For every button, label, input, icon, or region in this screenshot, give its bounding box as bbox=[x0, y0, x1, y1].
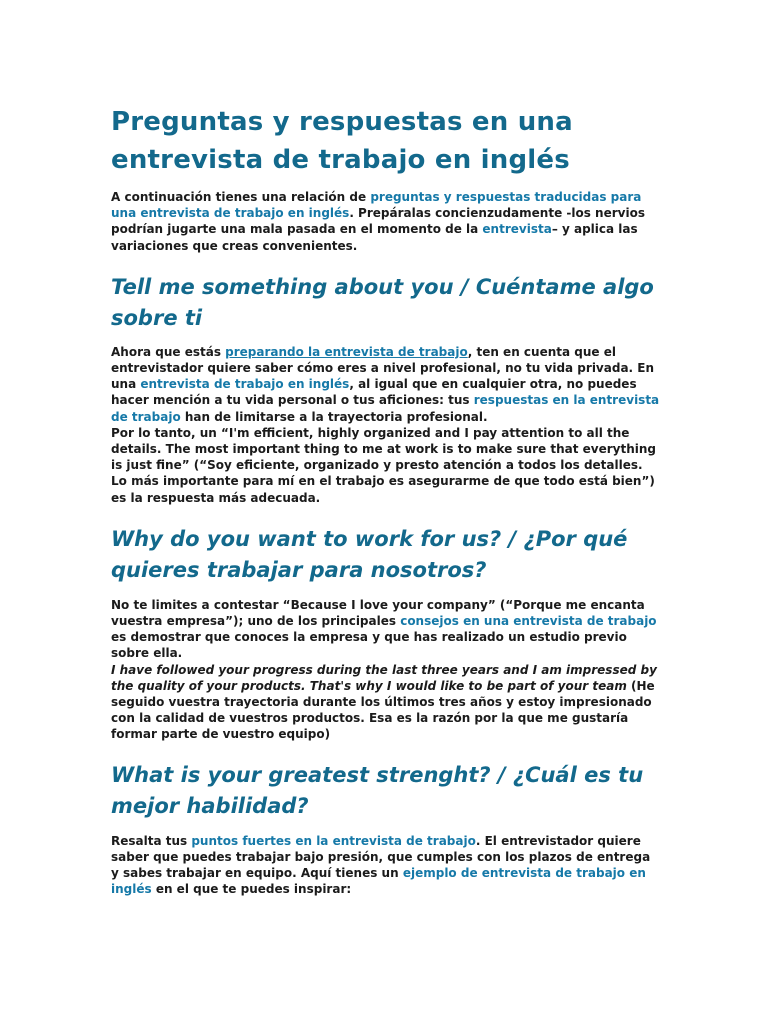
section3-text-1: Resalta tus bbox=[111, 833, 192, 848]
article bbox=[111, 103, 661, 897]
link-entrevista[interactable]: entrevista bbox=[482, 222, 552, 237]
section-heading-tell-me: Tell me something about you / Cuéntame algo sobre ti bbox=[111, 274, 654, 330]
section2-paragraph-2 bbox=[111, 662, 661, 743]
section3-text-3: en el que te puedes inspirar: bbox=[151, 882, 352, 897]
section1-paragraph-2: Por lo tanto, un “I'm efficient, highly organized and I pay attention to all the details. The most important thing to me at work is to make sure that everything is just fine” (“Soy eficiente, organizado y presto atención a todos los detalles. Lo más importante para mí en el trabajo es asegurarme de que todo está bien”) es la respuesta más adecuada. bbox=[111, 425, 657, 505]
section2-text-2: es demostrar que conoces la empresa y que has realizado un estudio previo sobre ella. bbox=[111, 630, 627, 661]
intro-paragraph bbox=[111, 189, 661, 254]
intro-text-2: . Prepáralas concienzudamente -los nervios podrían jugarte una mala pasada en el momento de la bbox=[111, 206, 645, 237]
section2-paragraph-1 bbox=[111, 597, 661, 662]
link-preparando-entrevista[interactable]: preparando la entrevista de trabajo bbox=[225, 344, 468, 359]
section1-text-1: Ahora que estás bbox=[111, 344, 226, 359]
section-heading-greatest-strength: What is your greatest strenght? / ¿Cuál es tu mejor habilidad? bbox=[111, 762, 644, 818]
section1-text-3: , al igual que en cualquier otra, no puedes hacer mención a tu vida personal o tus aficiones: tus bbox=[111, 377, 637, 408]
link-entrevista-ingles[interactable]: entrevista de trabajo en inglés bbox=[140, 377, 350, 392]
link-consejos-entrevista[interactable]: consejos en una entrevista de trabajo bbox=[400, 614, 657, 629]
section3-paragraph-1 bbox=[111, 833, 661, 898]
intro-text-1: A continuación tienes una relación de bbox=[111, 190, 371, 204]
section2-text-1: No te limites a contestar “Because I love your company” (“Porque me encanta vuestra empresa”); uno de los principales bbox=[111, 597, 645, 629]
section2-translation: (He seguido vuestra trayectoria durante los últimos tres años y estoy impresionado con la calidad de vuestros productos. Esa es la razón por la que me gustaría formar parte de vuestro equipo) bbox=[111, 678, 655, 742]
section3-text-2: . El entrevistador quiere saber que puedes trabajar bajo presión, que cumples con los plazos de entrega y sabes trabajar en equipo. Aquí tienes un bbox=[111, 833, 651, 881]
section2-italic-answer: I have followed your progress during the last three years and I am impressed by the quality of your products. That's why I would like to be part of your team bbox=[111, 662, 657, 693]
intro-text-3: – y aplica las variaciones que creas convenientes. bbox=[111, 222, 638, 253]
section1-text-4: han de limitarse a la trayectoria profesional. bbox=[180, 409, 488, 424]
link-preguntas-respuestas[interactable]: preguntas y respuestas traducidas para una entrevista de trabajo en inglés bbox=[111, 190, 642, 221]
link-ejemplo-entrevista[interactable]: ejemplo de entrevista de trabajo en inglés bbox=[111, 866, 646, 897]
section1-text-2: , ten en cuenta que el entrevistador quiere saber cómo eres a nivel profesional, no tu vida privada. En una bbox=[111, 344, 655, 392]
link-puntos-fuertes[interactable]: puntos fuertes en la entrevista de trabajo bbox=[191, 833, 476, 848]
link-respuestas-entrevista[interactable]: respuestas en la entrevista de trabajo bbox=[111, 393, 660, 424]
section-heading-why-work: Why do you want to work for us? / ¿Por qué quieres trabajar para nosotros? bbox=[111, 526, 628, 582]
section1-paragraph-1 bbox=[111, 344, 661, 425]
page-title: Preguntas y respuestas en una entrevista de trabajo en inglés bbox=[111, 107, 573, 175]
